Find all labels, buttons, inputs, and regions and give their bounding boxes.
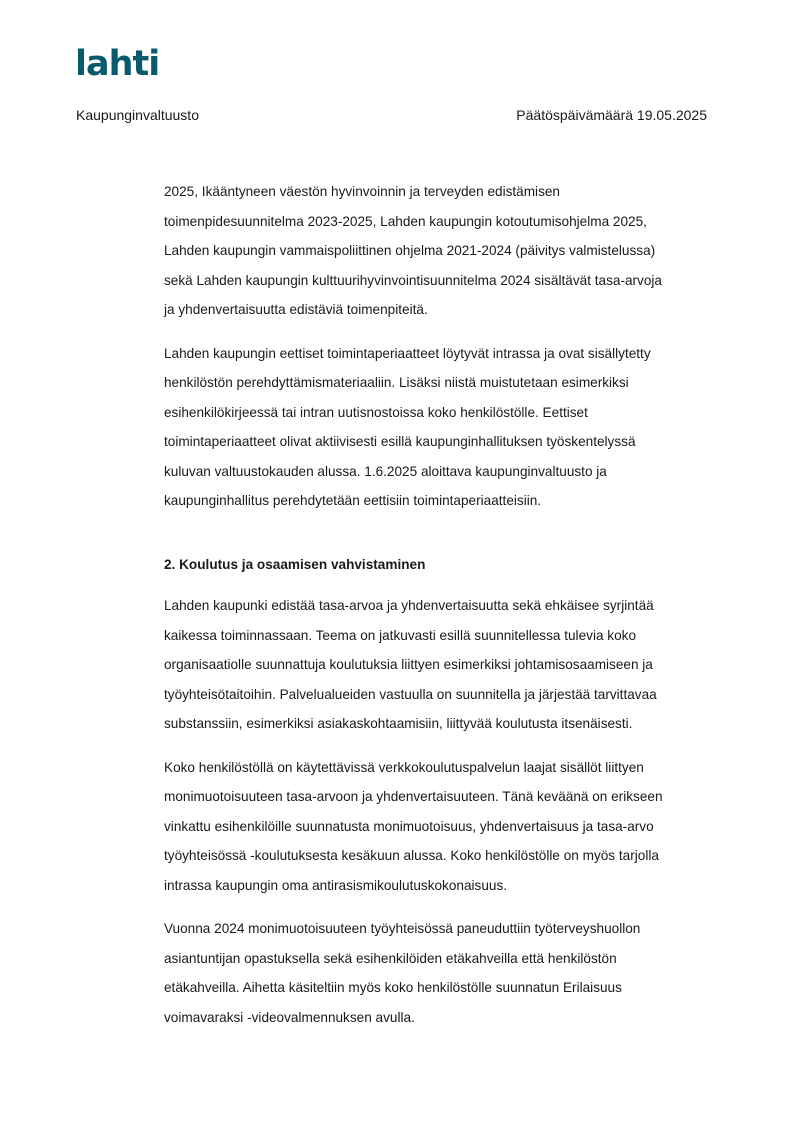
text-line: Lahden kaupunki edistää tasa-arvoa ja yhdenvertaisuutta sekä ehkäisee syrjintää bbox=[164, 598, 654, 613]
text-line: kaikessa toiminnassaan. Teema on jatkuvasti esillä suunnitellessa tulevia koko bbox=[164, 627, 637, 643]
text-line: toimenpidesuunnitelma 2023-2025, Lahden kaupungin kotoutumisohjelma 2025, bbox=[164, 213, 647, 229]
paragraph bbox=[164, 753, 720, 901]
paragraph bbox=[164, 914, 720, 1032]
text-line: organisaatiolle suunnattuja koulutuksia liittyen esimerkiksi johtamisosaamiseen ja bbox=[164, 657, 653, 672]
text-line: ja yhdenvertaisuutta edistäviä toimenpiteitä. bbox=[164, 302, 428, 317]
text-line: työyhteisössä -koulutuksesta kesäkuun alussa. Koko henkilöstölle on myös tarjolla bbox=[164, 848, 659, 863]
text-line: asiantuntijan opastuksella sekä esihenkilöiden etäkahveilla että henkilöstön bbox=[164, 950, 617, 966]
document-organ: Kaupunginvaltuusto bbox=[76, 107, 199, 123]
text-line: toimintaperiaatteet olivat aktiivisesti esillä kaupunginhallituksen työskentelyssä bbox=[164, 434, 636, 449]
paragraph bbox=[164, 339, 720, 516]
text-line: Lahden kaupungin eettiset toimintaperiaatteet löytyvät intrassa ja ovat sisällytetty bbox=[164, 345, 651, 361]
text-line: henkilöstön perehdyttämismateriaaliin. Lisäksi niistä muistutetaan esimerkiksi bbox=[164, 375, 629, 390]
text-line: Lahden kaupungin vammaispoliittinen ohjelma 2021-2024 (päivitys valmistelussa) bbox=[164, 243, 656, 258]
text-line: 2025, Ikääntyneen väestön hyvinvoinnin ja terveyden edistämisen bbox=[164, 184, 560, 199]
lahti-logo: lahti bbox=[75, 44, 160, 84]
text-line: substanssiin, esimerkiksi asiakaskohtaamisiin, liittyvää koulutusta itsenäisesti. bbox=[164, 716, 633, 731]
paragraph bbox=[164, 591, 720, 739]
text-line: Vuonna 2024 monimuotoisuuteen työyhteisössä paneuduttiin työterveyshuollon bbox=[164, 921, 641, 936]
text-line: Koko henkilöstöllä on käytettävissä verkkokoulutuspalvelun laajat sisällöt liittyen bbox=[164, 759, 644, 775]
text-line: esihenkilökirjeessä tai intran uutisnostoissa koko henkilöstölle. Eettiset bbox=[164, 404, 588, 420]
text-line: sekä Lahden kaupungin kulttuurihyvinvointisuunnitelma 2024 sisältävät tasa-arvoja bbox=[164, 272, 662, 288]
text-line: kaupunginhallitus perehdytetään eettisiin toimintaperiaatteisiin. bbox=[164, 493, 542, 508]
text-line: etäkahveilla. Aihetta käsiteltiin myös koko henkilöstölle suunnatun Erilaisuus bbox=[164, 980, 622, 995]
decision-date: Päätöspäivämäärä 19.05.2025 bbox=[516, 107, 707, 123]
text-line: intrassa kaupungin oma antirasismikoulutuskokonaisuus. bbox=[164, 877, 508, 893]
paragraph bbox=[164, 177, 720, 325]
text-line: kuluvan valtuustokauden alussa. 1.6.2025 aloittava kaupunginvaltuusto ja bbox=[164, 463, 607, 479]
text-line: voimavaraksi -videovalmennuksen avulla. bbox=[164, 1009, 415, 1025]
text-line: vinkattu esihenkilöille suunnatusta monimuotoisuus, yhdenvertaisuus ja tasa-arvo bbox=[164, 818, 654, 834]
document-body bbox=[164, 177, 720, 1046]
text-line: työyhteisötaitoihin. Palvelualueiden vastuulla on suunnitella ja järjestää tarvittavaa bbox=[164, 686, 657, 702]
text-line: monimuotoisuuteen tasa-arvoon ja yhdenvertaisuuteen. Tänä keväänä on erikseen bbox=[164, 789, 663, 804]
section-heading: 2. Koulutus ja osaamisen vahvistaminen bbox=[164, 556, 426, 572]
